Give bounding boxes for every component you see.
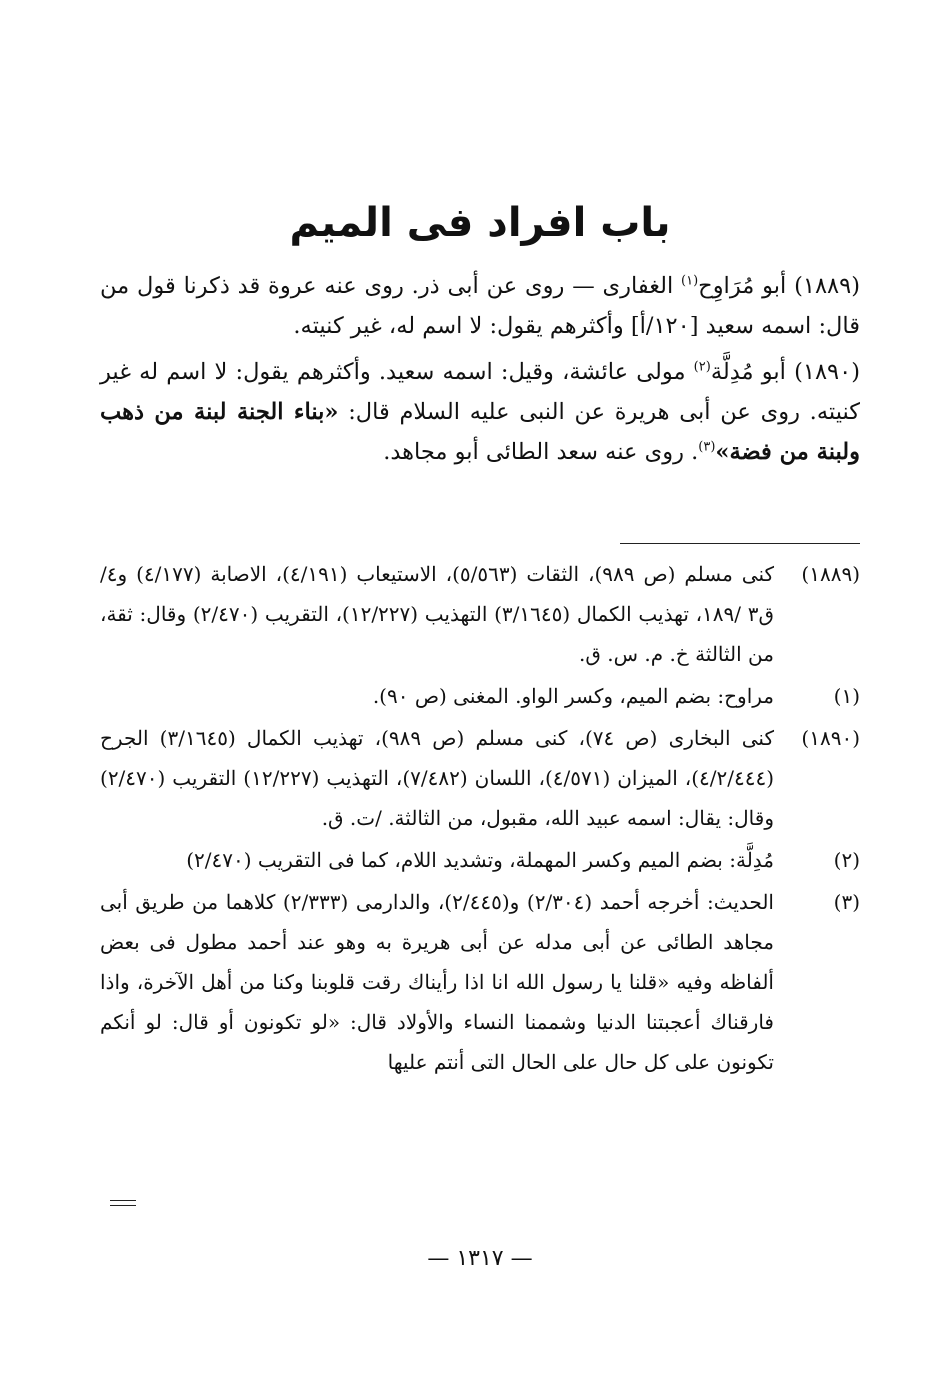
continuation-mark [110,1200,136,1206]
footnote-label: (٢) [833,848,860,872]
footnote-text: كنى مسلم (ص ٩٨٩)، الثقات (٥/٥٦٣)، الاستيعاب (٤/١٩١)، الاصابة (٤/١٧٧) و٤/ ق٣ /١٨٩، تهذيب الكمال (٣/١٦٤٥) التهذيب (١٢/٢٢٧)، التقريب (٢/٤٧٠) وقال: ثقة، من الثالثة خ. م. س. ق. [100,562,775,666]
entry-text: الغفارى — روى عن أبى ذر. روى عنه عروة قد ذكرنا قول من قال: اسمه سعيد [١٢٠/أ] وأكثرهم يقول: لا اسم له، غير كنيته. [100,273,860,339]
entry-1890 [100,352,860,472]
entry-number: (١٨٨٩) [794,273,860,299]
footnote-ref: (٣) [698,439,716,455]
footnote-ref: (٢) [693,359,711,375]
entry-number: (١٨٩٠) [794,359,860,385]
main-text [100,266,860,478]
footnote [100,840,860,880]
footnotes [100,554,860,1084]
entry-1889 [100,266,860,346]
entry-text: مولى عائشة، وقيل: اسمه سعيد. وأكثرهم يقول: لا اسم له غير كنيته. روى عن أبى هريرة عن النبى عليه السلام قال: [100,359,860,425]
footnote-label: (١) [833,684,860,708]
page-number: — ١٣١٧ — [427,1246,533,1271]
footnote [100,554,860,674]
footnote-label: (٣) [833,890,860,914]
footnote-label: (١٨٩٠) [801,726,860,750]
footnote-separator [620,543,860,544]
entry-text: أبو مُرَاوِح [698,273,795,299]
footnote-text: مراوح: بضم الميم، وكسر الواو. المغنى (ص ٩٠). [372,684,774,708]
entry-text: . روى عنه سعد الطائى أبو مجاهد. [383,439,699,465]
footnote [100,676,860,716]
footnote [100,718,860,838]
footnote-text: كنى البخارى (ص ٧٤)، كنى مسلم (ص ٩٨٩)، تهذيب الكمال (٣/١٦٤٥) الجرح (٤/٢/٤٤٤)، الميزان (٤/٥٧١)، اللسان (٧/٤٨٢)، التهذيب (١٢/٢٢٧) التقريب (٢/٤٧٠) وقال: يقال: اسمه عبيد الله، مقبول، من الثالثة. /ت. ق. [100,726,774,830]
document-page [100,0,860,1387]
footnote-text: مُدِلَّة: بضم الميم وكسر المهملة، وتشديد اللام، كما فى التقريب (٢/٤٧٠) [186,848,774,872]
hadith-quote: «بناء الجنة لبنة من ذهب ولبنة من فضة» [100,399,860,465]
footnote-label: (١٨٨٩) [801,562,860,586]
footnote-text: الحديث: أخرجه أحمد (٢/٣٠٤) و(٢/٤٤٥)، والدارمى (٢/٣٣٣) كلاهما من طريق أبى مجاهد الطائى عن أبى مدله عن أبى هريرة به وهو عند أحمد مطول فى بعض ألفاظه وفيه «قلنا يا رسول الله انا اذا رأيناك رقت قلوبنا وكنا من أهل الآخرة، واذا فارقناك أعجبتنا الدنيا وشممنا النساء والأولاد قال: «لو تكونون أو قال: لو أنكم تكونون على كل حال على الحال التى أنتم عليها [100,890,774,1074]
entry-text: أبو مُدِلَّة [710,359,795,385]
footnote-ref: (١) [681,273,699,289]
page-title: باب افراد فى الميم [289,199,671,246]
footnote [100,882,860,1082]
